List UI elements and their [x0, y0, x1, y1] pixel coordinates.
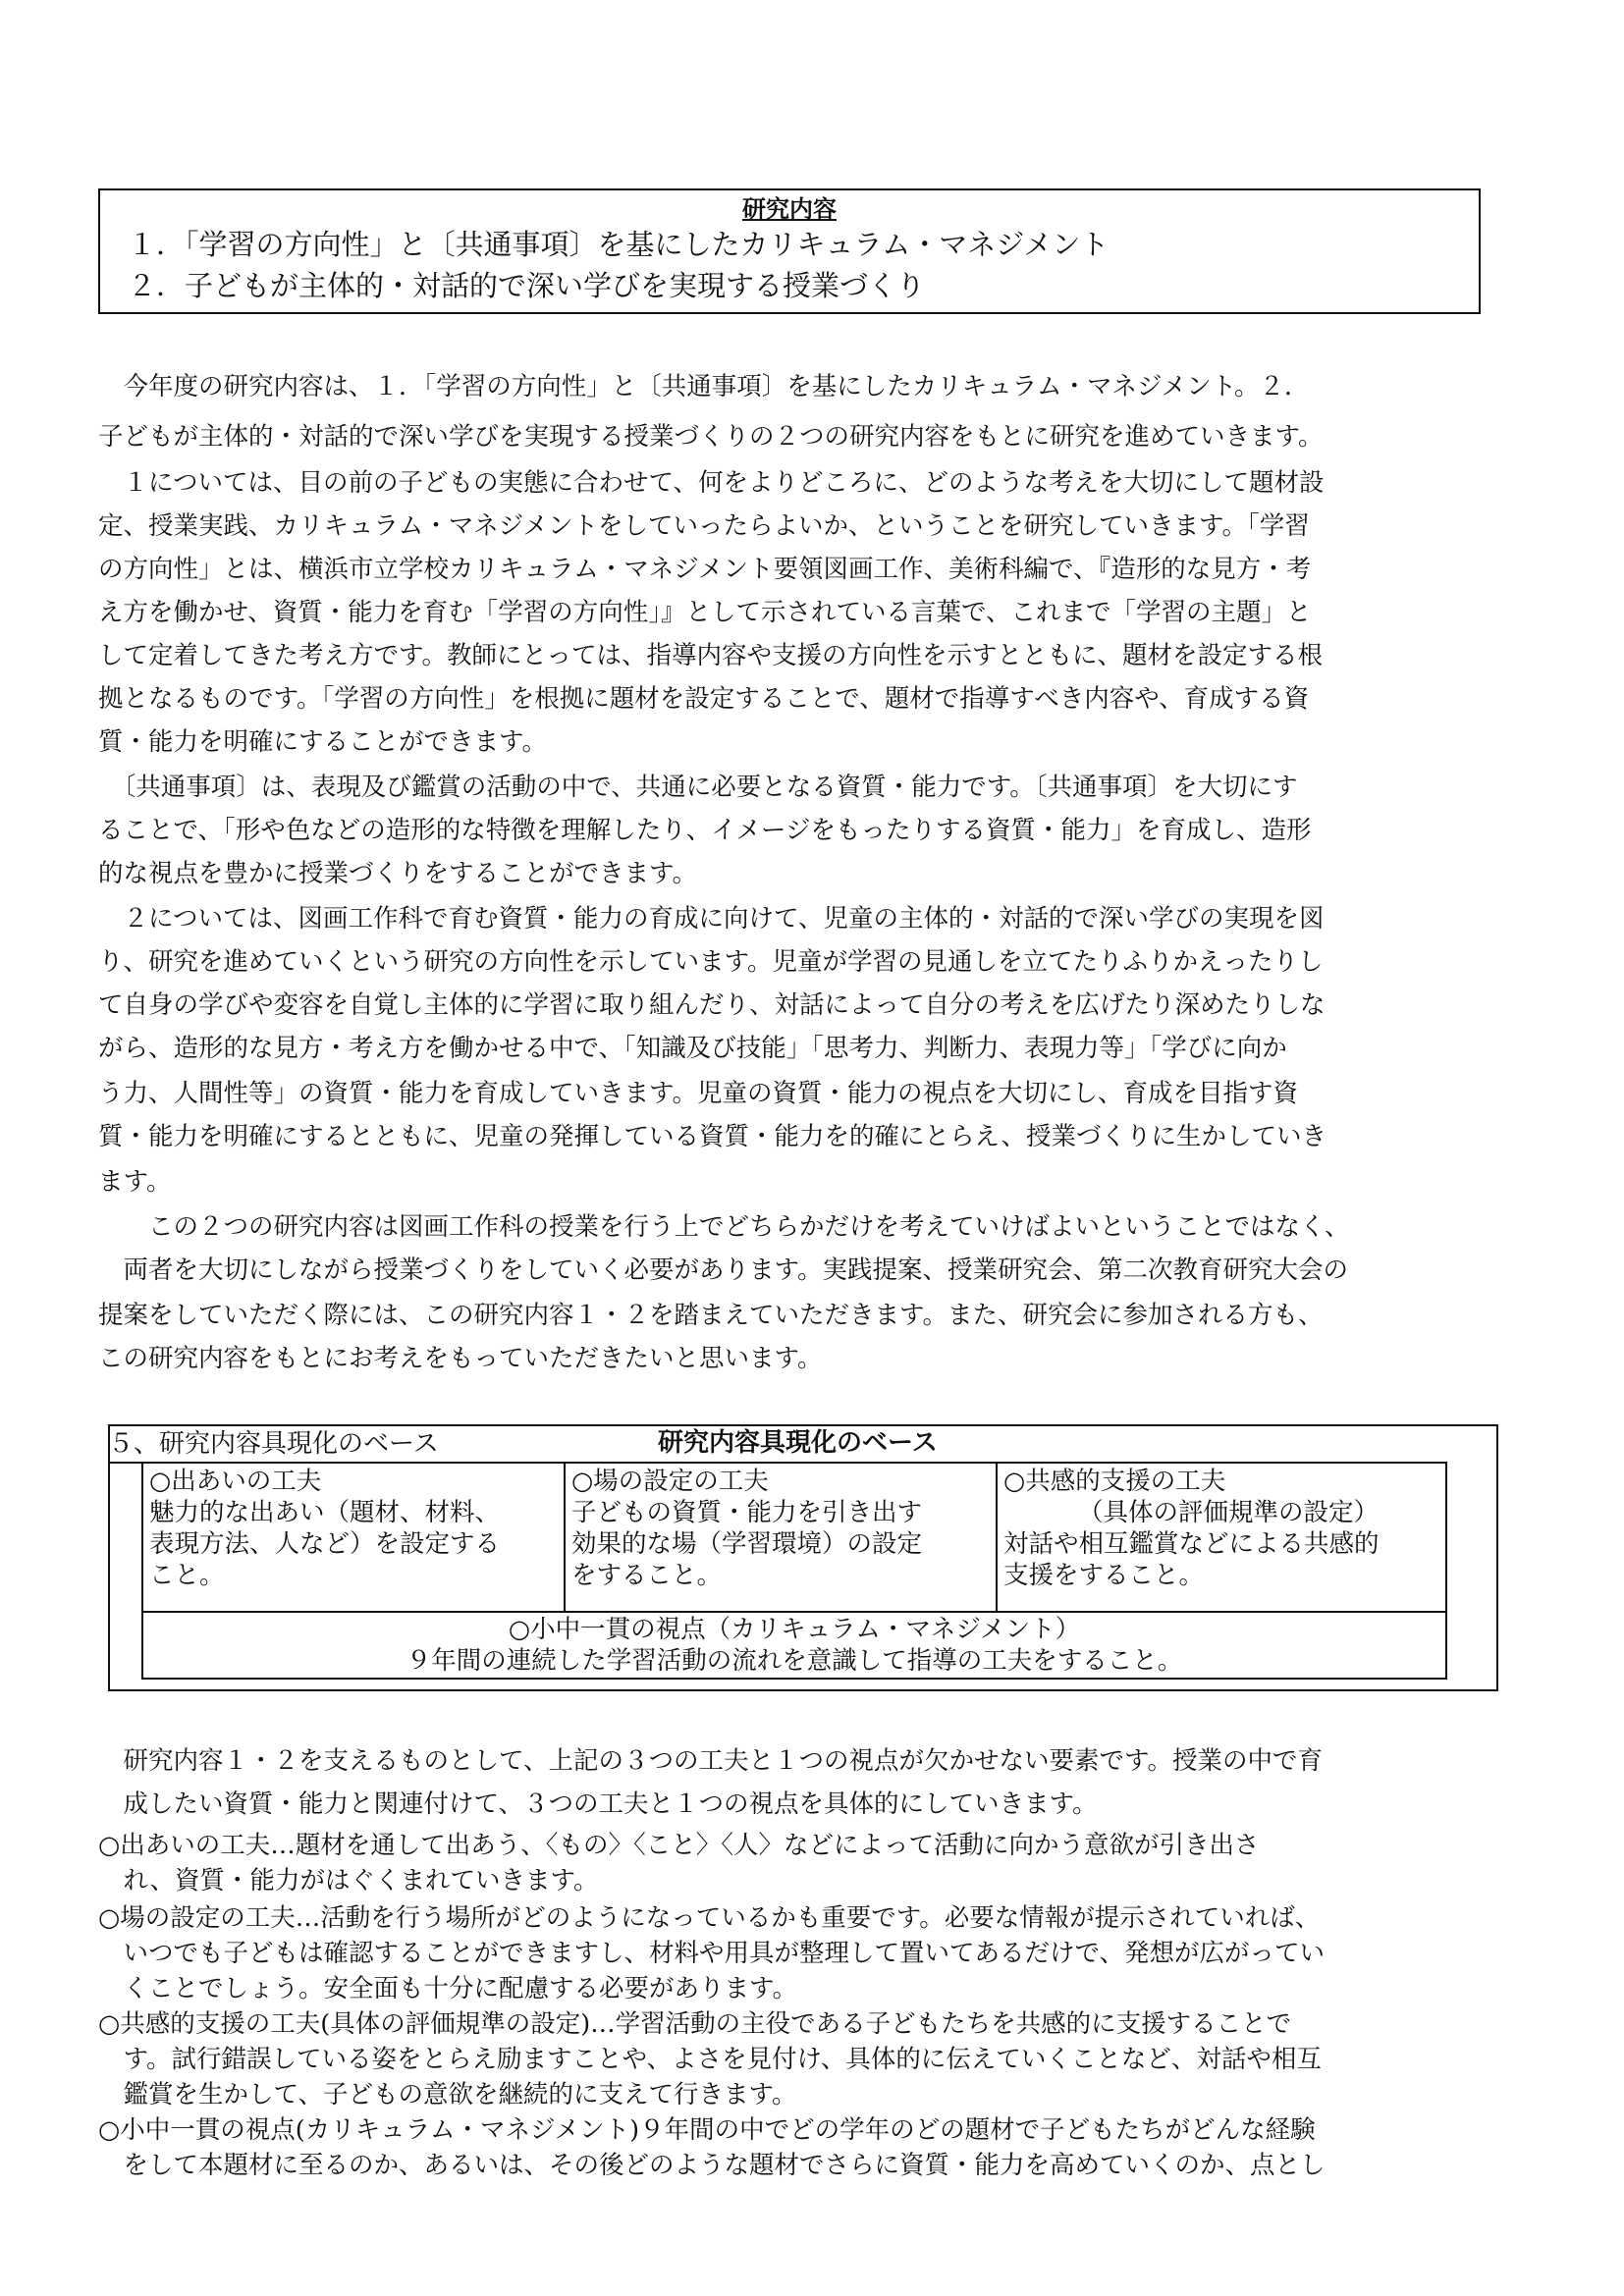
cell-heading: ○出あいの工夫 — [149, 1467, 322, 1496]
body-line: 両者を大切にしながら授業づくりをしていく必要があります。実践提案、授業研究会、第二次教育研究大会の — [98, 1255, 1348, 1285]
cell-line: （具体の評価規準の設定） — [1078, 1498, 1380, 1527]
body-line: ることで、「形や色などの造形的な特徴を理解したり、イメージをもったりする資質・能力」を育成し、造形 — [98, 816, 1312, 845]
cell-line: 効果的な場（学習環境）の設定 — [571, 1529, 923, 1559]
body-line: ます。 — [98, 1167, 172, 1197]
body-line: り、研究を進めていくという研究の方向性を示しています。児童が学習の見通しを立てたりふりかえったりし — [98, 947, 1324, 977]
body-line: この研究内容をもとにお考えをもっていただきたいと思います。 — [98, 1344, 823, 1373]
support-cell — [998, 1464, 1445, 1611]
list-line: くことでしょう。安全面も十分に配慮する必要があります。 — [98, 1974, 797, 2003]
cell-line: 魅力的な出あい（題材、材料、 — [149, 1498, 501, 1527]
body-line: ２については、図画工作科で育む資質・能力の育成に向けて、児童の主体的・対話的で深い学びの実現を図 — [98, 904, 1325, 934]
research-content-box — [98, 188, 1481, 314]
research-content-title: 研究内容 — [742, 195, 837, 223]
base-box-title: 研究内容具現化のベース — [658, 1428, 938, 1458]
cell-line: 支援をすること。 — [1003, 1561, 1205, 1590]
body-line: 拠となるものです。「学習の方向性」を根拠に題材を設定することで、題材で指導すべき内容や、育成する資 — [98, 684, 1310, 714]
cell-line: をすること。 — [571, 1561, 723, 1590]
cell-line: 子どもの資質・能力を引き出す — [571, 1498, 923, 1527]
list-line: ○共感的支援の工夫(具体の評価規準の設定)…学習活動の主役である子どもたちを共感的に支援することで — [98, 2009, 1292, 2039]
list-line: をして本題材に至るのか、あるいは、その後どのような題材でさらに資質・能力を高めていくのか、点とし — [98, 2151, 1326, 2180]
body-line: 〔共通事項〕は、表現及び鑑賞の活動の中で、共通に必要となる資質・能力です。〔共通事項〕を大切にす — [98, 773, 1298, 802]
body-line: 質・能力を明確にすることができます。 — [98, 727, 547, 757]
body-line: の方向性」とは、横浜市立学校カリキュラム・マネジメント要領図画工作、美術科編で、『造形的な見方・考 — [98, 555, 1312, 584]
section-heading: ５、研究内容具現化のベース — [108, 1429, 439, 1459]
footer-line: ○小中一貫の視点（カリキュラム・マネジメント） — [508, 1615, 1081, 1644]
body-line: 質・能力を明確にするとともに、児童の発揮している資質・能力を的確にとらえ、授業づくりに生かしていき — [98, 1122, 1327, 1151]
body-line: １については、目の前の子どもの実態に合わせて、何をよりどころに、どのような考えを大切にして題材設 — [98, 468, 1325, 498]
body-line: して定着してきた考え方です。教師にとっては、指導内容や支援の方向性を示すとともに、題材を設定する根 — [98, 641, 1323, 670]
list-line: ○小中一貫の視点(カリキュラム・マネジメント)９年間の中でどの学年のどの題材で子どもたちがどんな経験 — [98, 2115, 1316, 2145]
list-line: 研究内容１・２を支えるものとして、上記の３つの工夫と１つの視点が欠かせない要素です。授業の中で育 — [98, 1746, 1323, 1776]
list-line: 成したい資質・能力と関連付けて、３つの工夫と１つの視点を具体的にしていきます。 — [98, 1789, 1098, 1819]
cell-line: こと。 — [149, 1561, 225, 1590]
encounter-cell — [143, 1464, 566, 1611]
cell-line: 表現方法、人など）を設定する — [149, 1529, 501, 1559]
cell-heading: ○場の設定の工夫 — [571, 1467, 769, 1496]
body-line: 子どもが主体的・対話的で深い学びを実現する授業づくりの２つの研究内容をもとに研究を進めていきます。 — [98, 422, 1324, 452]
body-line: え方を働かせ、資質・能力を育む「学習の方向性」』として示されている言葉で、これまで「学習の主題」と — [98, 598, 1312, 627]
body-line: う力、人間性等」の資質・能力を育成していきます。児童の資質・能力の視点を大切にし、育成を目指す資 — [98, 1079, 1298, 1108]
body-line: がら、造形的な見方・考え方を働かせる中で、「知識及び技能」「思考力、判断力、表現力等」「学びに向か — [98, 1034, 1287, 1063]
list-line: いつでも子どもは確認することができますし、材料や用具が整理して置いてあるだけで、発想が広がってい — [98, 1939, 1325, 1968]
body-line: 提案をしていただく際には、この研究内容１・２を踏まえていただきます。また、研究会に参加される方も、 — [98, 1301, 1324, 1330]
list-line: れ、資質・能力がはぐくまれていきます。 — [98, 1866, 599, 1896]
list-line: ○出あいの工夫…題材を通して出あう、〈もの〉〈こと〉〈人〉などによって活動に向かう意欲が引き出さ — [98, 1831, 1260, 1860]
research-item-2: ２．子どもが主体的・対話的で深い学びを実現する授業づくり — [128, 269, 926, 302]
list-line: ○場の設定の工夫…活動を行う場所がどのようになっているかも重要です。必要な情報が提示されていれば、 — [98, 1903, 1321, 1933]
consistency-viewpoint-cell — [143, 1611, 1445, 1678]
base-table — [141, 1462, 1447, 1680]
body-line: 今年度の研究内容は、１．「学習の方向性」と〔共通事項〕を基にしたカリキュラム・マネジメント。２． — [98, 372, 1310, 401]
list-line: 鑑賞を生かして、子どもの意欲を継続的に支えて行きます。 — [98, 2080, 797, 2109]
body-line: この２つの研究内容は図画工作科の授業を行う上でどちらかだけを考えていけばよいということではなく、 — [98, 1212, 1350, 1242]
body-line: て自身の学びや変容を自覚し主体的に学習に取り組んだり、対話によって自分の考えを広げたり深めたりしな — [98, 990, 1326, 1020]
setting-cell — [566, 1464, 998, 1611]
body-line: 的な視点を豊かに授業づくりをすることができます。 — [98, 859, 697, 888]
research-item-1: １．「学習の方向性」と〔共通事項〕を基にしたカリキュラム・マネジメント — [128, 228, 1110, 261]
cell-heading: ○共感的支援の工夫 — [1003, 1467, 1226, 1496]
cell-line: 対話や相互鑑賞などによる共感的 — [1003, 1529, 1380, 1559]
footer-line: ９年間の連続した学習活動の流れを意識して指導の工夫をすること。 — [406, 1646, 1183, 1676]
list-line: す。試行錯誤している姿をとらえ励ますことや、よさを見付け、具体的に伝えていくことなど、対話や相互 — [98, 2045, 1322, 2074]
body-line: 定、授業実践、カリキュラム・マネジメントをしていったらよいか、ということを研究していきます。「学習 — [98, 511, 1310, 541]
